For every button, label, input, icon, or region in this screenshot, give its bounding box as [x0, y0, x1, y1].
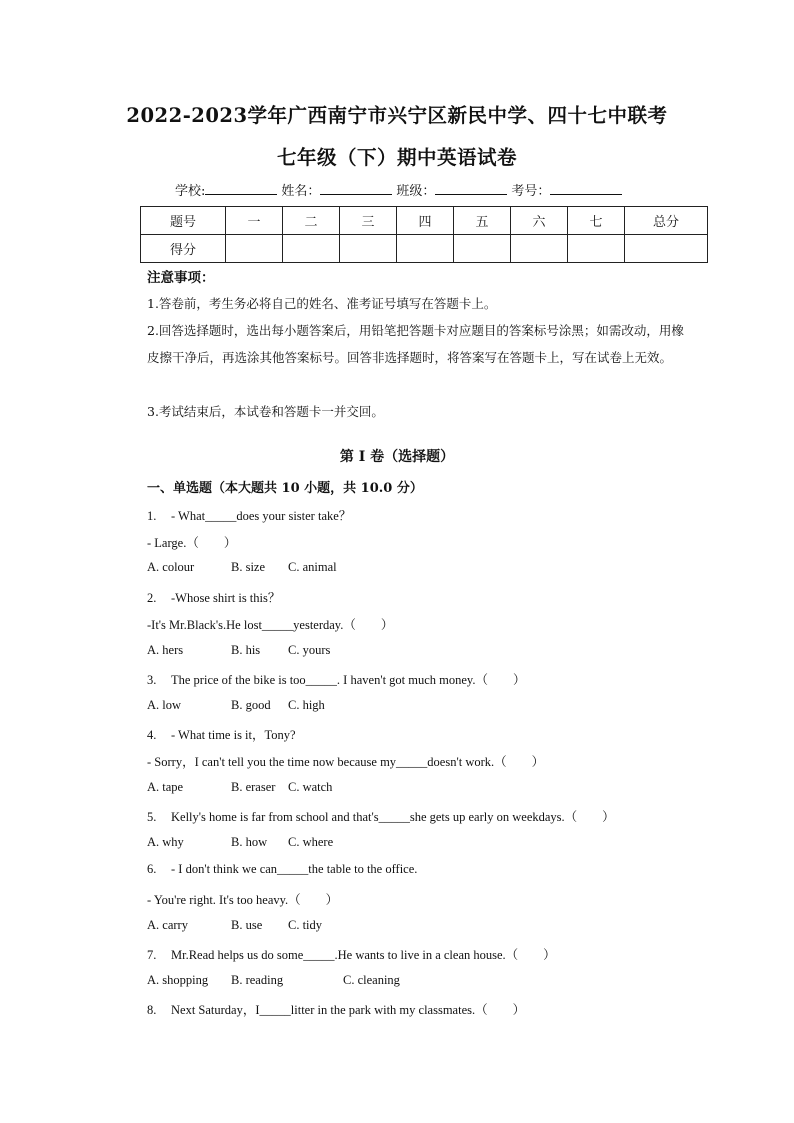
option-c[interactable]: C. cleaning	[343, 973, 400, 987]
score-cell[interactable]	[454, 235, 511, 263]
score-cell[interactable]	[340, 235, 397, 263]
option-a[interactable]: A. shopping	[147, 973, 209, 987]
option-b[interactable]: B. size	[231, 560, 266, 574]
score-header-cell: 五	[454, 207, 511, 235]
question-text: - What_____does your sister take？	[171, 509, 352, 523]
option-a[interactable]: A. colour	[147, 560, 195, 574]
option-a[interactable]: A. why	[147, 835, 184, 849]
option-c[interactable]: C. high	[288, 698, 325, 712]
option-c[interactable]: C. animal	[288, 560, 337, 574]
part-title: 一、单选题（本大题共 10 小题，共 10.0 分）	[147, 481, 423, 496]
question-5-options	[147, 835, 333, 850]
question-text: - I don't think we can_____the table to the office.	[171, 862, 418, 876]
name-label: 姓名：	[281, 184, 321, 199]
score-cell[interactable]	[625, 235, 708, 263]
question-1-extra: - Large.（ ）	[147, 536, 237, 550]
question-number: 8.	[147, 1003, 157, 1017]
score-cell[interactable]	[226, 235, 283, 263]
question-text: - What time is it，Tony?	[171, 728, 296, 742]
question-7-stem	[147, 945, 556, 963]
question-number: 7.	[147, 948, 157, 962]
class-label: 班级：	[396, 184, 436, 199]
notice-item-3: 3.考试结束后，本试卷和答题卡一并交回。	[147, 404, 384, 419]
question-6-stem	[147, 862, 417, 877]
score-cell[interactable]	[397, 235, 454, 263]
question-5-stem	[147, 807, 615, 825]
option-c[interactable]: C. yours	[288, 643, 331, 657]
score-header-cell: 一	[226, 207, 283, 235]
question-number: 2.	[147, 591, 157, 605]
score-table-score-row	[141, 235, 708, 263]
option-b[interactable]: B. eraser	[231, 780, 276, 794]
score-header-cell: 二	[283, 207, 340, 235]
question-4-options	[147, 780, 332, 795]
name-blank[interactable]	[320, 182, 392, 195]
question-8-stem	[147, 1000, 525, 1018]
question-6-options	[147, 918, 322, 933]
question-1-stem	[147, 506, 351, 524]
exam-no-blank[interactable]	[550, 182, 622, 195]
notice-item-2: 2.回答选择题时，选出每小题答案后，用铅笔把答题卡对应题目的答案标号涂黑；如需改动，用橡皮擦干净后，再选涂其他答案标号。回答非选择题时，将答案写在答题卡上，写在试卷上无效。	[147, 323, 684, 365]
exam-no-label: 考号：	[511, 184, 551, 199]
question-number: 5.	[147, 810, 157, 824]
option-b[interactable]: B. good	[231, 698, 271, 712]
question-number: 6.	[147, 862, 157, 876]
score-header-cell: 六	[511, 207, 568, 235]
score-cell[interactable]	[283, 235, 340, 263]
question-number: 1.	[147, 509, 157, 523]
option-a[interactable]: A. carry	[147, 918, 188, 932]
question-number: 3.	[147, 673, 157, 687]
option-a[interactable]: A. tape	[147, 780, 184, 794]
question-6-extra: - You're right. It's too heavy.（ ）	[147, 893, 339, 907]
question-text: Mr.Read helps us do some_____.He wants to live in a clean house.（ ）	[171, 948, 556, 962]
question-text: -Whose shirt is this？	[171, 591, 281, 605]
score-header-cell: 三	[340, 207, 397, 235]
score-header-cell: 四	[397, 207, 454, 235]
option-b[interactable]: B. reading	[231, 973, 284, 987]
title-line-2: 七年级（下）期中英语试卷	[276, 146, 517, 169]
question-text: The price of the bike is too_____. I haven't got much money.（ ）	[171, 673, 526, 687]
question-text: Next Saturday，I_____litter in the park with my classmates.（ ）	[171, 1003, 526, 1017]
school-blank[interactable]	[205, 182, 277, 195]
score-cell[interactable]	[568, 235, 625, 263]
option-b[interactable]: B. how	[231, 835, 268, 849]
title-line-1: 2022-2023学年广西南宁市兴宁区新民中学、四十七中联考	[126, 104, 668, 127]
question-7-options	[147, 973, 400, 988]
option-c[interactable]: C. watch	[288, 780, 333, 794]
question-3-stem	[147, 670, 526, 688]
school-label: 学校:	[175, 184, 206, 199]
question-2-options	[147, 643, 330, 658]
question-4-stem	[147, 725, 296, 743]
score-header-cell: 总分	[625, 207, 708, 235]
score-table	[140, 206, 708, 263]
question-2-extra: -It's Mr.Black's.He lost_____yesterday.（ ）	[147, 618, 394, 632]
question-number: 4.	[147, 728, 157, 742]
notice-title: 注意事项：	[147, 270, 215, 286]
question-1-options	[147, 560, 337, 575]
section-title: 第 I 卷（选择题）	[339, 449, 455, 465]
option-a[interactable]: A. hers	[147, 643, 184, 657]
option-b[interactable]: B. his	[231, 643, 261, 657]
question-4-extra: - Sorry，I can't tell you the time now because my_____doesn't work.（ ）	[147, 755, 545, 769]
question-2-stem	[147, 588, 280, 606]
student-info-row	[175, 180, 626, 199]
class-blank[interactable]	[435, 182, 507, 195]
score-table-header-row	[141, 207, 708, 235]
option-c[interactable]: C. tidy	[288, 918, 323, 932]
score-header-cell: 七	[568, 207, 625, 235]
option-b[interactable]: B. use	[231, 918, 263, 932]
question-3-options	[147, 698, 325, 713]
score-cell[interactable]	[511, 235, 568, 263]
option-c[interactable]: C. where	[288, 835, 334, 849]
notice-item-1: 1.答卷前，考生务必将自己的姓名、准考证号填写在答题卡上。	[147, 296, 497, 311]
score-header-cell: 题号	[141, 207, 226, 235]
option-a[interactable]: A. low	[147, 698, 182, 712]
score-row-label: 得分	[141, 235, 226, 263]
question-text: Kelly's home is far from school and that's_____she gets up early on weekdays.（ ）	[171, 810, 615, 824]
